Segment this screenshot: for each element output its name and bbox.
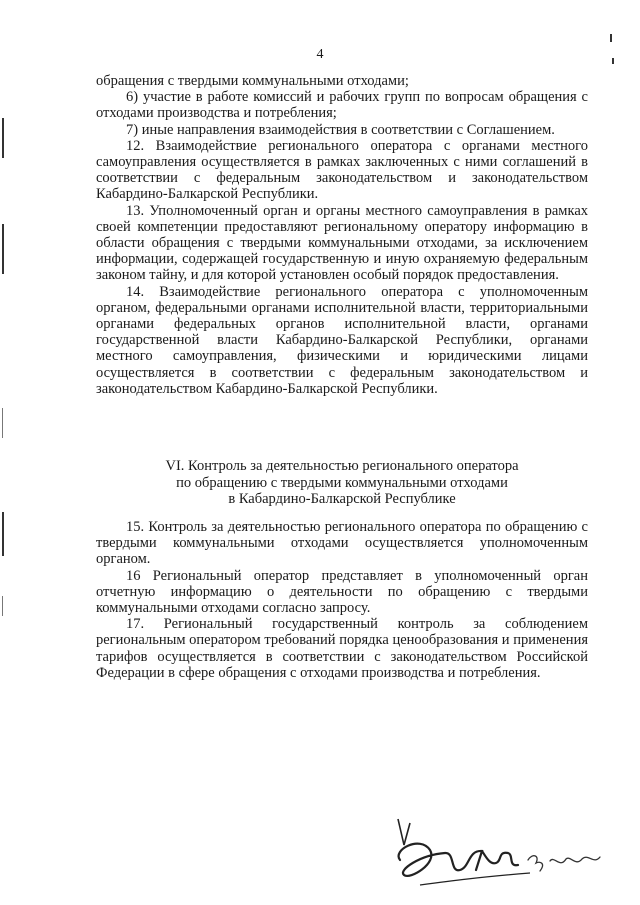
paragraph-12: 12. Взаимодействие регионального оператора с органами местного самоуправления осуществляется в рамках заключенных с ними соглашений в соответствии с федеральным законодательством и законодательством Кабардино-Балкарской Республики. [96, 137, 588, 203]
scan-mark [2, 408, 3, 438]
paragraph-14: 14. Взаимодействие регионального оператора с уполномоченным органом, федеральными органами исполнительной власти, территориальными органами федеральных органов исполнительной власти, органами государственной власти Кабардино-Балкарской Республики, органами местного самоуправления, физическими и юридическими лицами осуществляется в соответствии с федеральным законодательством и законодательством Кабардино-Балкарской Республики. [96, 283, 588, 397]
signature-stroke [420, 873, 530, 885]
paragraph-item-7: 7) иные направления взаимодействия в соответствии с Соглашением. [126, 121, 555, 138]
section-heading [96, 458, 588, 508]
section-heading-line: по обращению с твердыми коммунальными отходами [176, 474, 508, 491]
scan-mark [612, 58, 614, 64]
page-number: 4 [316, 47, 324, 62]
paragraph-item-6: 6) участие в работе комиссий и рабочих групп по вопросам обращения с отходами производства и потребления; [96, 89, 588, 122]
signature-stroke [399, 844, 518, 876]
signature-image [390, 815, 610, 890]
paragraph-continuation: обращения с твердыми коммунальными отходами; [96, 73, 409, 89]
section-heading-line: в Кабардино-Балкарской Республике [228, 491, 456, 507]
paragraph-15: 15. Контроль за деятельностью регионального оператора по обращению с твердыми коммунальными отходами осуществляется уполномоченным органом. [96, 519, 588, 568]
paragraph-16: 16 Региональный оператор представляет в уполномоченный орган отчетную информацию о деятельности по обращению с твердыми коммунальными отходами согласно запросу. [96, 567, 588, 617]
scan-mark [2, 118, 4, 158]
signature-stroke [398, 819, 410, 845]
scan-mark [2, 596, 3, 616]
document-body-bottom [96, 519, 588, 681]
paragraph-13: 13. Уполномоченный орган и органы местного самоуправления в рамках своей компетенции предоставляют региональному оператору информацию в области обращения с твердыми коммунальными отходами, за исключением информации, содержащей государственную и иную охраняемую федеральным законом тайну, и для которой установлен особый порядок предоставления. [96, 202, 588, 284]
scan-mark [610, 34, 612, 42]
scan-mark [2, 512, 4, 556]
paragraph-17: 17. Региональный государственный контроль за соблюдением региональным оператором требований порядка ценообразования и применения тарифов осуществляется в соответствии с законодательством Российской Федерации в сфере обращения с отходами производства и потребления. [96, 616, 588, 681]
scan-mark [2, 224, 4, 274]
document-body-top [96, 73, 588, 397]
section-heading-line: VI. Контроль за деятельностью регионального оператора [165, 458, 519, 474]
signature-stroke [528, 856, 600, 871]
